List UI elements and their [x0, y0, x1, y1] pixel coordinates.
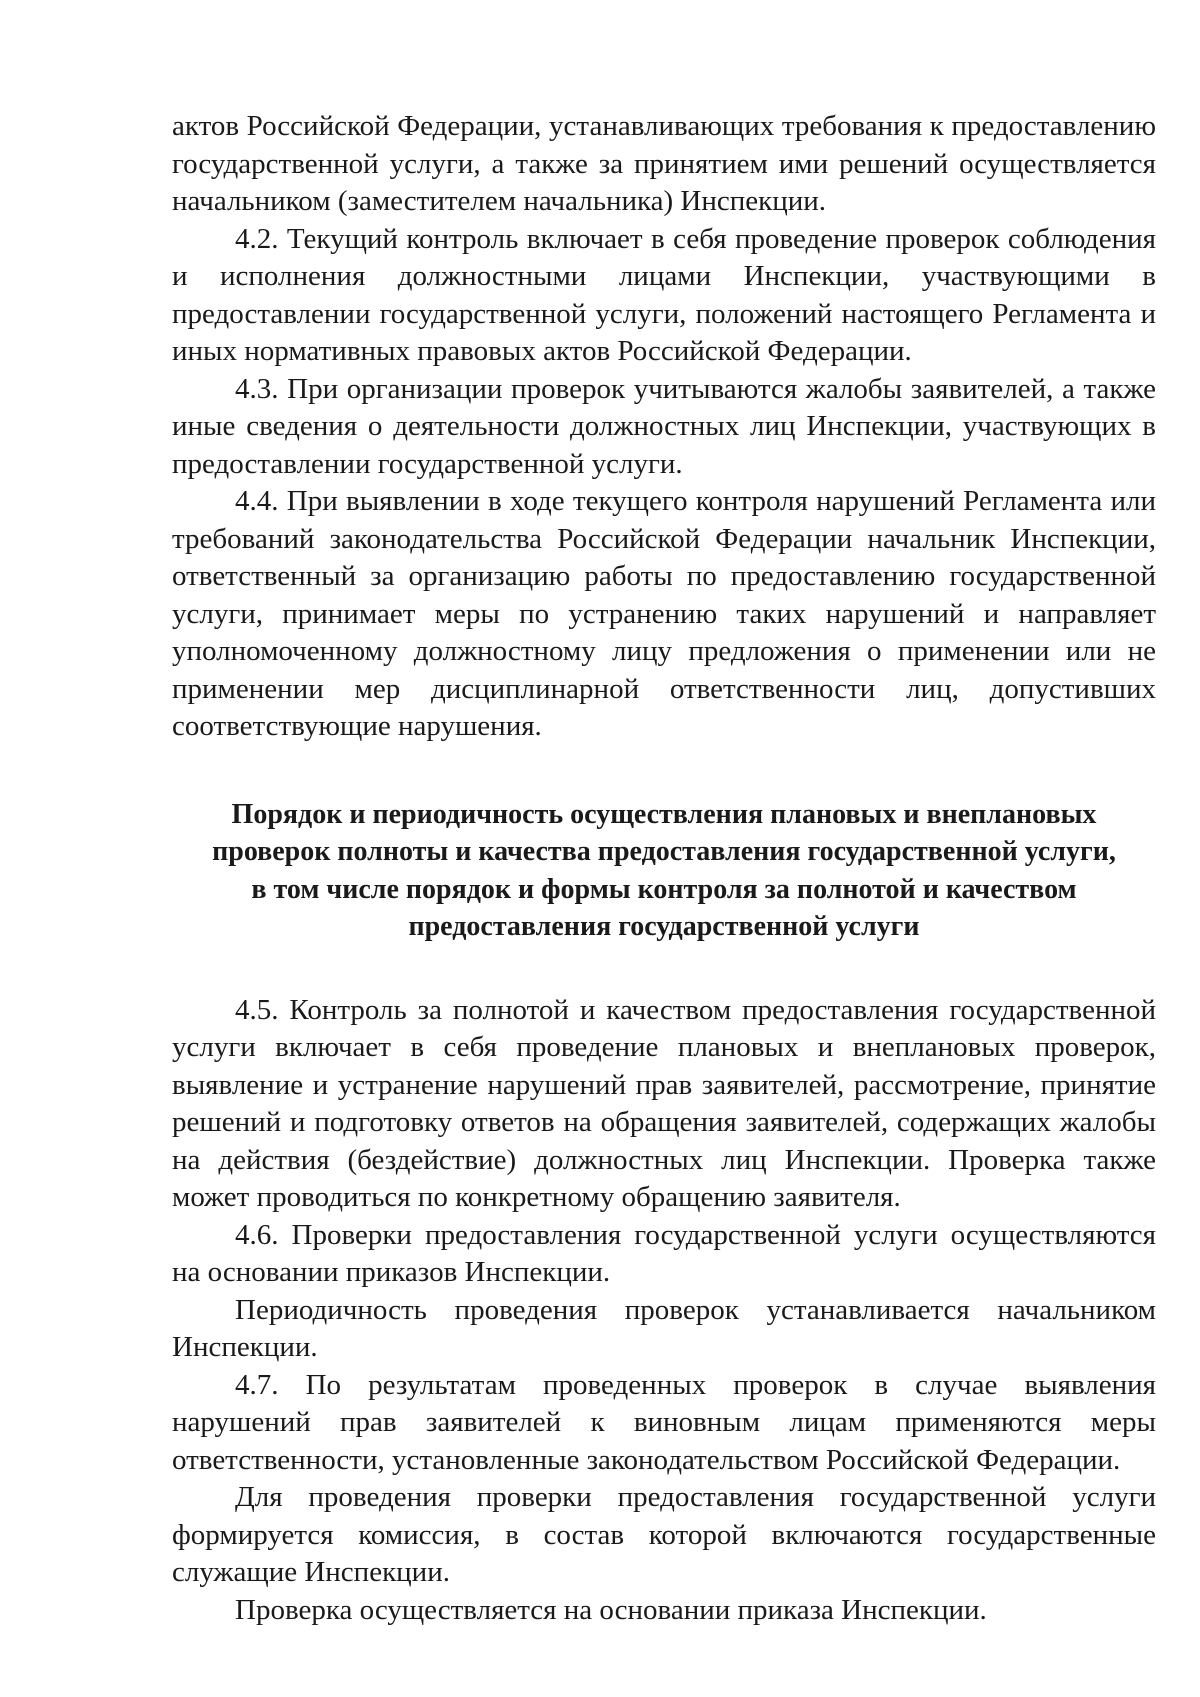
paragraph-4-6: 4.6. Проверки предоставления государственной услуги осуществляются на основании приказов Инспекции. [172, 1218, 1156, 1288]
document-page [172, 108, 1156, 1629]
section-heading-line: предоставления государственной услуги [408, 911, 920, 942]
section-heading [172, 796, 1156, 946]
section-heading-line: Порядок и периодичность осуществления плановых и внеплановых [231, 798, 1097, 830]
paragraph-order: Проверка осуществляется на основании приказа Инспекции. [235, 1593, 987, 1626]
paragraph-commission: Для проведения проверки предоставления государственной услуги формируется комиссия, в состав которой включаются государственные служащие Инспекции. [172, 1481, 1156, 1588]
section-heading-line: проверок полноты и качества предоставления государственной услуги, [212, 836, 1116, 867]
paragraph-continuation: актов Российской Федерации, устанавливающих требования к предоставлению государственной услуги, а также за принятием ими решений осуществляется начальником (заместителем начальника) Инспекции. [172, 110, 1156, 217]
paragraph-4-7: 4.7. По результатам проведенных проверок в случае выявления нарушений прав заявителей к виновным лицам применяются меры ответственности, установленные законодательством Российской Федерации. [172, 1368, 1156, 1476]
paragraph-4-5: 4.5. Контроль за полнотой и качеством предоставления государственной услуги включает в себя проведение плановых и внеплановых проверок, выявление и устранение нарушений прав заявителей, рассмотрение, принятие решений и подготовку ответов на обращения заявителей, содержащих жалобы на действия (бездействие) должностных лиц Инспекции. Проверка также может проводиться по конкретному обращению заявителя. [172, 993, 1156, 1213]
paragraph-4-2: 4.2. Текущий контроль включает в себя проведение проверок соблюдения и исполнения должностными лицами Инспекции, участвующими в предоставлении государственной услуги, положений настоящего Регламента и иных нормативных правовых актов Российской Федерации. [172, 222, 1156, 367]
paragraph-periodicity: Периодичность проведения проверок устанавливается начальником Инспекции. [172, 1293, 1156, 1363]
section-heading-line: в том числе порядок и формы контроля за полнотой и качеством [251, 873, 1077, 905]
paragraph-4-3: 4.3. При организации проверок учитываются жалобы заявителей, а также иные сведения о деятельности должностных лиц Инспекции, участвующих в предоставлении государственной услуги. [172, 372, 1156, 480]
paragraph-4-4: 4.4. При выявлении в ходе текущего контроля нарушений Регламента или требований законодательства Российской Федерации начальник Инспекции, ответственный за организацию работы по предоставлению государственной услуги, принимает меры по устранению таких нарушений и направляет уполномоченному должностному лицу предложения о применении или не применении мер дисциплинарной ответственности лиц, допустивших соответствующие нарушения. [172, 485, 1156, 742]
